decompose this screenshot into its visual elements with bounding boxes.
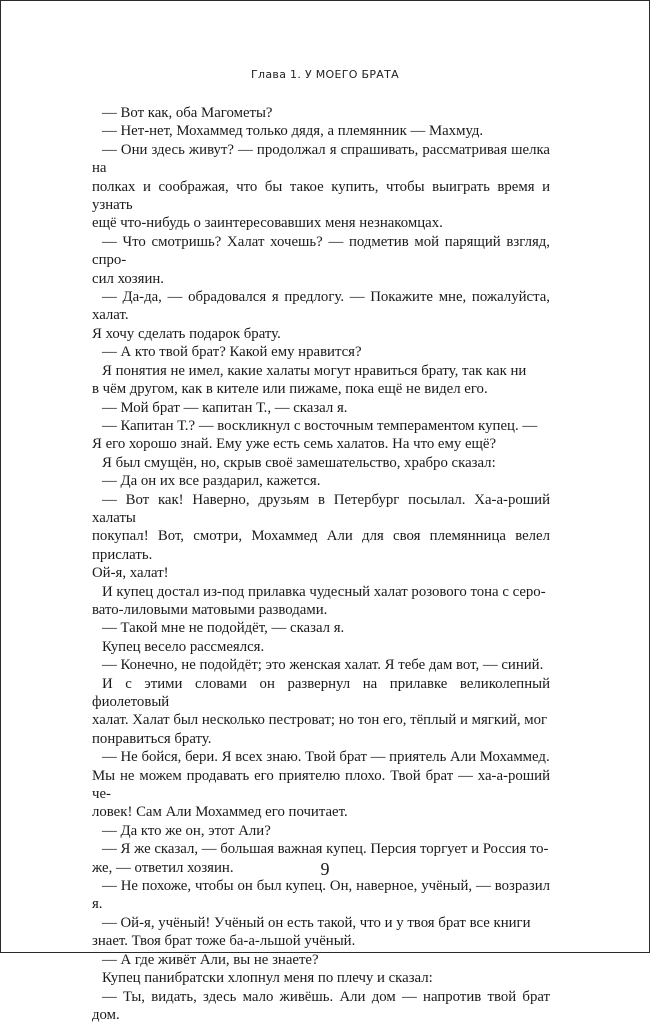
- paragraph: — Конечно, не подойдёт; это женская халат. Я тебе дам вот, — синий.: [92, 656, 550, 674]
- paragraph: — Капитан Т.? — воскликнул с восточным темпераментом купец. — Я его хорошо знай. Ему уже есть семь халатов. На что ему ещё?: [92, 417, 550, 454]
- paragraph: — Ты, видать, здесь мало живёшь. Али дом — напротив твой брат дом.: [92, 988, 550, 1024]
- paragraph: — Такой мне не подойдёт, — сказал я.: [92, 619, 550, 637]
- paragraph: — А где живёт Али, вы не знаете?: [92, 951, 550, 969]
- paragraph: — Мой брат — капитан Т., — сказал я.: [92, 399, 550, 417]
- paragraph: — Ой-я, учёный! Учёный он есть такой, что и у твоя брат все книги знает. Твоя брат тоже ба-а-льшой учёный.: [92, 914, 550, 951]
- paragraph: — Нет-нет, Мохаммед только дядя, а племянник — Махмуд.: [92, 122, 550, 140]
- paragraph: — Они здесь живут? — продолжал я спрашивать, рассматривая шелка на полках и соображая, что бы такое купить, чтобы выиграть время и узнать ещё что-нибудь о заинтересовавших меня незнакомцах.: [92, 141, 550, 233]
- body-text: [92, 104, 550, 1024]
- paragraph: — Я же сказал, — большая важная купец. Персия торгует и Россия то- же, — ответил хозяин.: [92, 840, 550, 877]
- paragraph: — А кто твой брат? Какой ему нравится?: [92, 343, 550, 361]
- paragraph: — Не похоже, чтобы он был купец. Он, наверное, учёный, — возразил я.: [92, 877, 550, 914]
- paragraph: — Да-да, — обрадовался я предлогу. — Покажите мне, пожалуйста, халат. Я хочу сделать подарок брату.: [92, 288, 550, 343]
- paragraph: Купец панибратски хлопнул меня по плечу и сказал:: [92, 969, 550, 987]
- paragraph: — Что смотришь? Халат хочешь? — подметив мой парящий взгляд, спро- сил хозяин.: [92, 233, 550, 288]
- paragraph: Я был смущён, но, скрыв своё замешательство, храбро сказал:: [92, 454, 550, 472]
- paragraph: Купец весело рассмеялся.: [92, 638, 550, 656]
- paragraph: — Да он их все раздарил, кажется.: [92, 472, 550, 490]
- paragraph: — Вот как! Наверно, друзьям в Петербург посылал. Ха-а-роший халаты покупал! Вот, смотри, Мохаммед Али для своя племянница велел прислать. Ой-я, халат!: [92, 491, 550, 583]
- paragraph: И купец достал из-под прилавка чудесный халат розового тона с серо- вато-лиловыми матовыми разводами.: [92, 583, 550, 620]
- paragraph: — Не бойся, бери. Я всех знаю. Твой брат — приятель Али Мохаммед. Мы не можем продавать его приятелю плохо. Твой брат — ха-а-роший че- ловек! Сам Али Мохаммед его почитает.: [92, 748, 550, 822]
- running-head: Глава 1. У МОЕГО БРАТА: [1, 68, 649, 81]
- paragraph: И с этими словами он развернул на прилавке великолепный фиолетовый халат. Халат был несколько пестроват; но тон его, тёплый и мягкий, мог понравиться брату.: [92, 675, 550, 749]
- paragraph: Я понятия не имел, какие халаты могут нравиться брату, так как ни в чём другом, как в кителе или пижаме, пока ещё не видел его.: [92, 362, 550, 399]
- paragraph: — Да кто же он, этот Али?: [92, 822, 550, 840]
- paragraph: — Вот как, оба Магометы?: [92, 104, 550, 122]
- page-number: 9: [1, 859, 649, 880]
